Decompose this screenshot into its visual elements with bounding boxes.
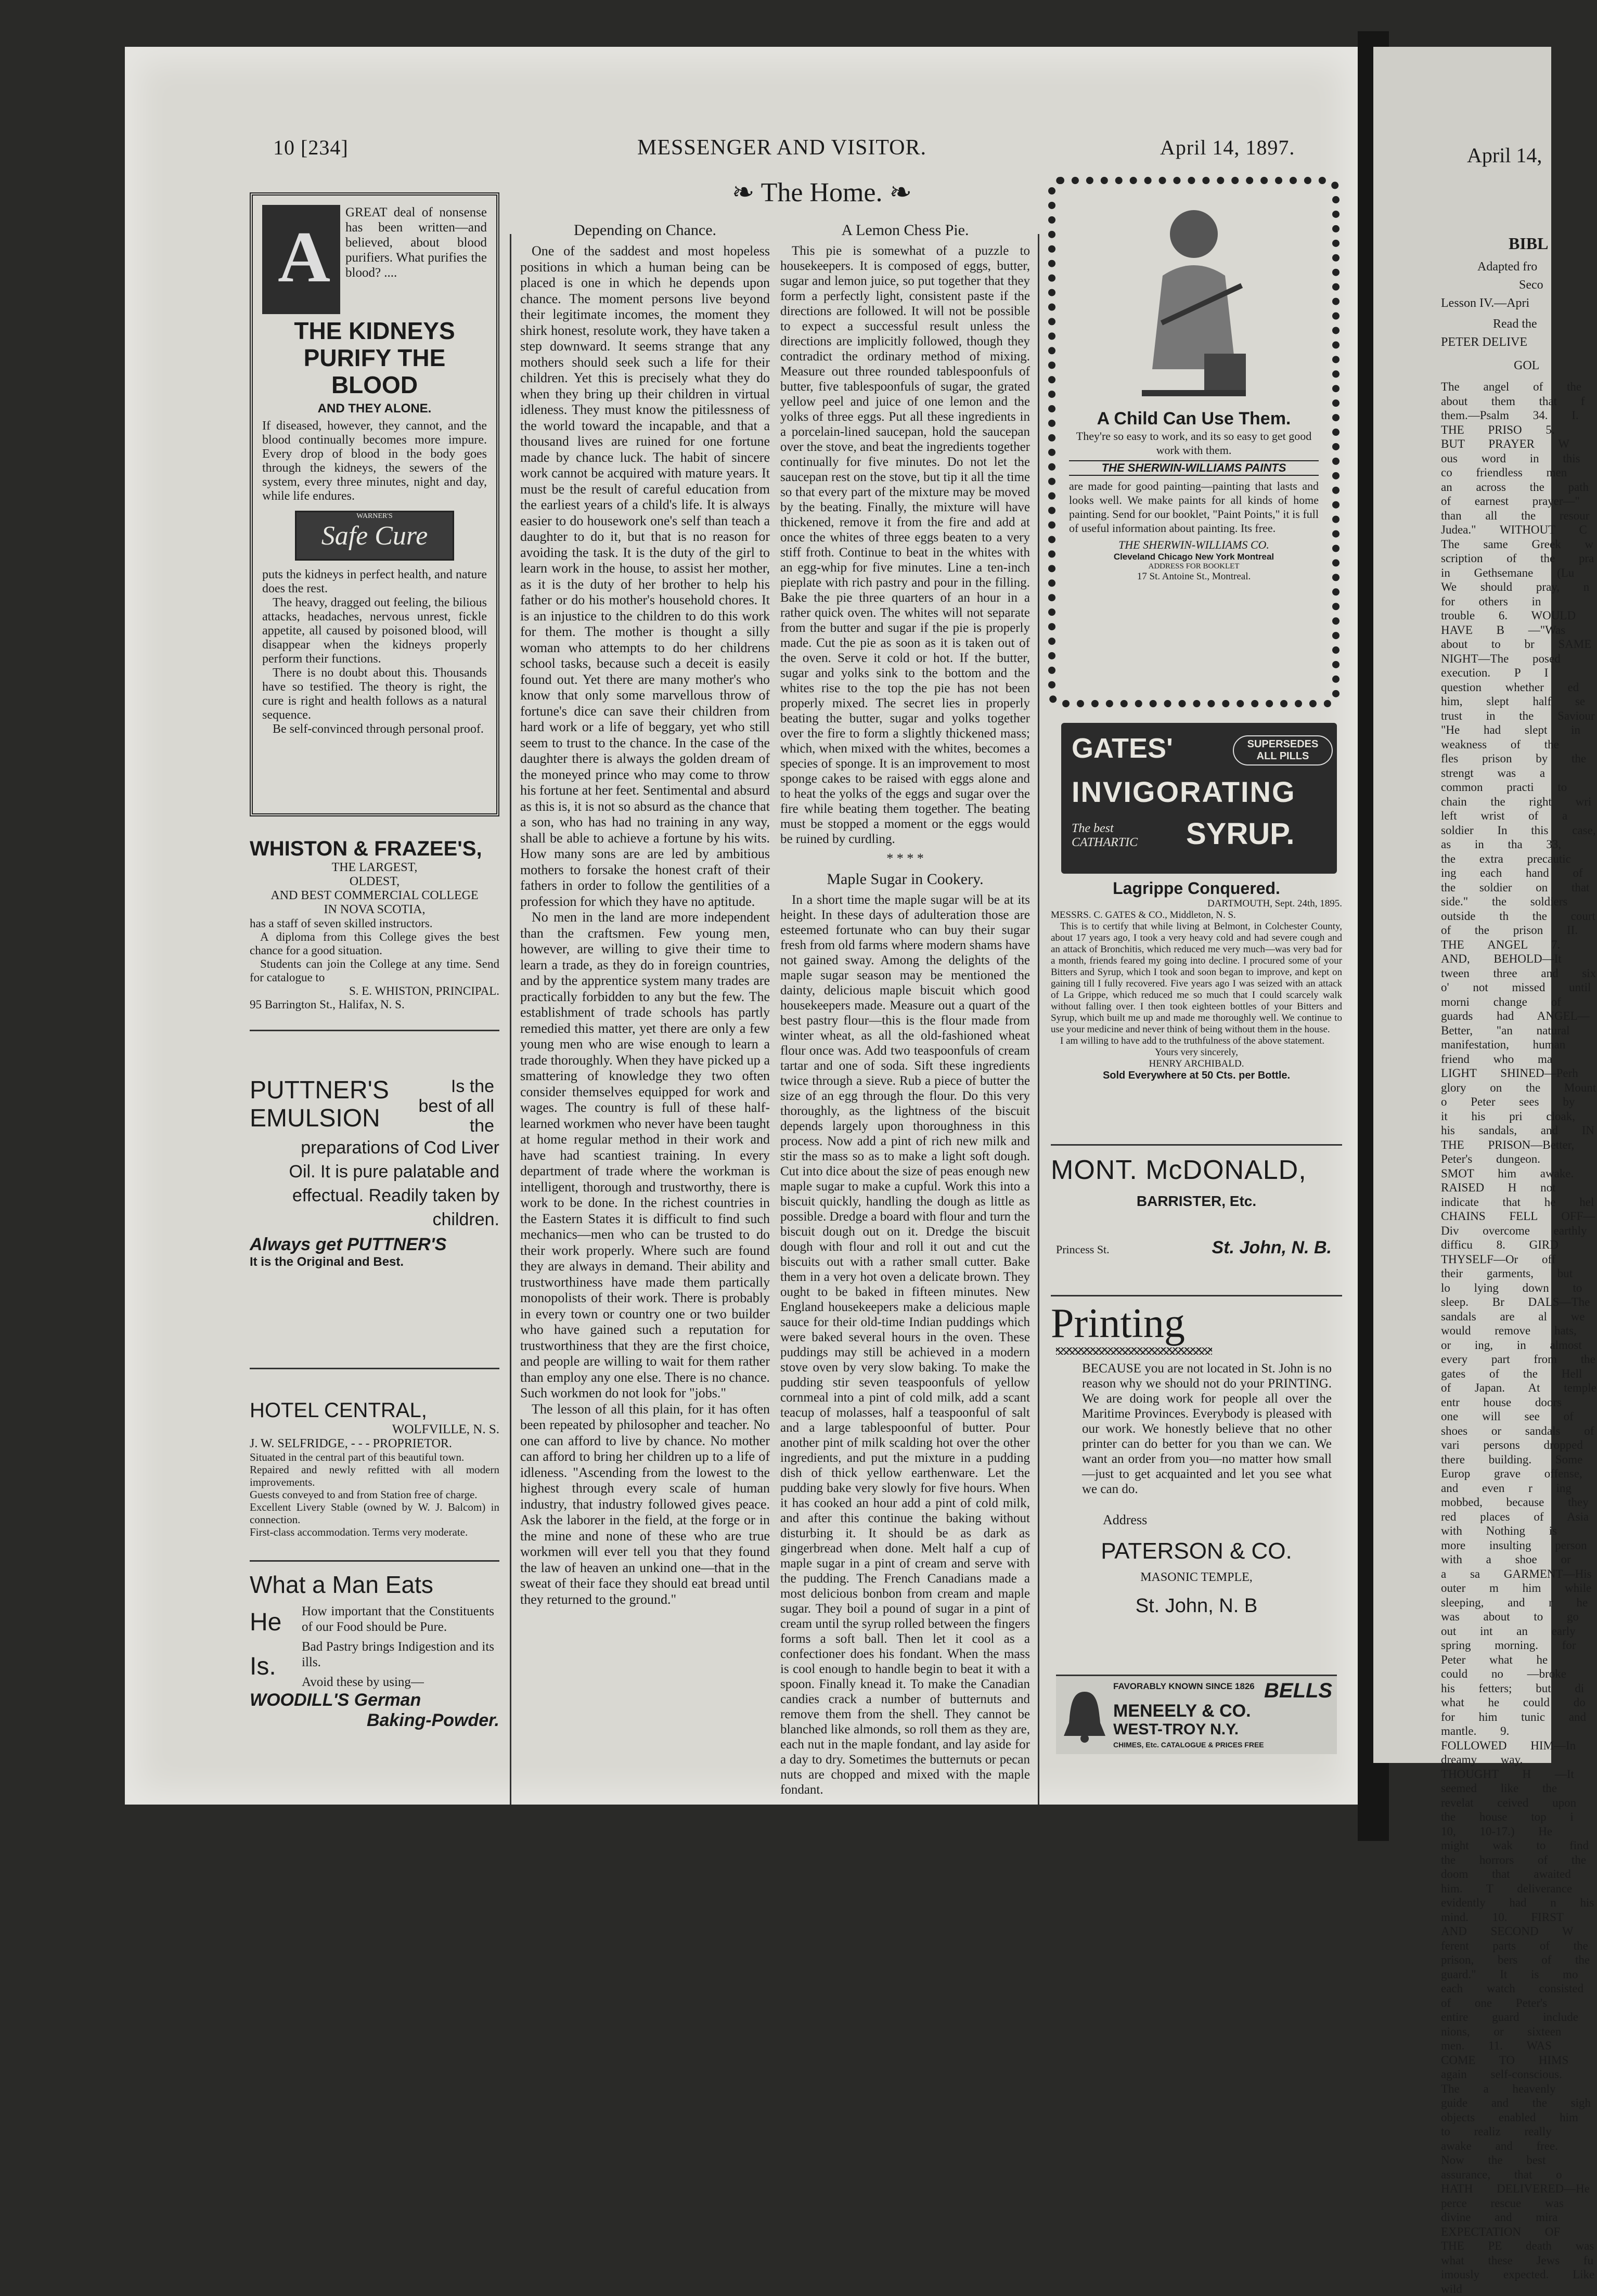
ad-paragraph: Be self-convinced through personal proof. [273, 722, 484, 736]
ad-line: OLDEST, [349, 875, 400, 888]
ornament-divider [1056, 1347, 1212, 1355]
ad-line: Sold Everywhere at 50 Cts. per Bottle. [1102, 1070, 1291, 1081]
adjacent-line: Adapted fro [1477, 260, 1538, 274]
ad-body: BECAUSE you are not located in St. John is no reason why we should not do your PRINTING. We are doing work for people all over the Maritime Provinces. Everybody is pleased with our work. We honestly believe that no other printer can do better for you than we can. We want an order from you—no matter how small—just to get acquainted and let you see what we can do. [1082, 1361, 1332, 1496]
ad-title: EMULSION [250, 1105, 380, 1132]
ad-puttner [250, 1076, 499, 1347]
decorative-initial-a-icon: A [262, 205, 340, 314]
ad-line: MESSRS. C. GATES & CO., Middleton, N. S. [1051, 910, 1236, 920]
ad-line: CHIMES, Etc. CATALOGUE & PRICES FREE [1113, 1741, 1264, 1749]
ad-hotel [250, 1399, 499, 1555]
ad-line: St. John, N. B. [1212, 1238, 1332, 1257]
separator-stars: * * * * [886, 851, 924, 866]
fleuron-icon: ❧ [882, 178, 912, 207]
ad-line: Address [1103, 1512, 1148, 1527]
ad-line: 95 Barrington St., Halifax, N. S. [250, 998, 405, 1011]
article-paragraph: No men in the land are more independent than the craftsmen. Few young men, however, are willing to give their time to learn a trade, as they do in foreign countries, and by the apprentice system many trades are practically forbidden to any but the few. The establishment of trade schools has partly remedied this matter, yet there are only a few young men who are wise enough to learn a trade thoroughly. When they have picked up a smattering of knowledge they two often consider themselves equipped for work and wages. The country is full of these half-learned workmen who never have been taught at home regular method in their work and have had scantiest training. In every department of trade where the workman is intelligent, thorough and trustworthy, there is work to be done. In the richest countries in the Eastern States it is difficult to find such mechanics—men who can be trusted to do their work properly. Where such are found they are always in demand. Their ability and trustworthiness have made them partically monopolists of their work. There is probably in every town or country one or two builder who have gained such a reputation for trustworthiness that they are the first choice, and people are willing to wait for them rather than employ any one else. There is no chance. Such workmen do not look for "jobs." [520, 910, 770, 1400]
ad-title: PUTTNER'S [250, 1076, 389, 1104]
ad-line: WOLFVILLE, N. S. [392, 1422, 499, 1436]
logo-maker: WARNER'S [356, 512, 393, 520]
ad-whiston [250, 837, 499, 1024]
article-depending-on-chance [520, 218, 770, 1805]
ad-company: THE SHERWIN-WILLIAMS CO. [1118, 538, 1269, 551]
ad-brand: WOODILL'S German [250, 1690, 421, 1710]
column-rule [510, 234, 511, 1805]
divider [1051, 1295, 1342, 1296]
adjacent-line: PETER DELIVE [1441, 335, 1527, 349]
ad-line: A diploma from this College gives the best chance for a good situation. [250, 930, 499, 957]
ad-gates-banner [1061, 723, 1337, 874]
ad-brand: BELLS [1264, 1679, 1333, 1702]
ad-body: I am willing to have add to the truthfulness of the above statement. [1060, 1035, 1325, 1046]
ad-line: BARRISTER, Etc. [1136, 1193, 1257, 1209]
ad-line: DARTMOUTH, Sept. 24th, 1895. [1207, 898, 1342, 909]
ad-brand: THE SHERWIN-WILLIAMS PAINTS [1069, 460, 1319, 476]
ad-paragraph: There is no doubt about this. Thousands have so testified. The theory is right, the cure is right and health follows as a natural sequence. [262, 666, 487, 722]
ad-product: SYRUP. [1186, 817, 1295, 851]
ad-line: Is the best of all the [418, 1076, 494, 1136]
ad-line: FAVORABLY KNOWN SINCE 1826 [1113, 1681, 1255, 1691]
ad-title: HOTEL CENTRAL, [250, 1399, 427, 1422]
divider [250, 1368, 499, 1369]
adjacent-heading: BIBL [1509, 234, 1549, 253]
adjacent-line: Seco [1519, 278, 1543, 292]
ad-printing [1051, 1300, 1342, 1649]
divider [250, 1030, 499, 1031]
ad-word: Is. [250, 1653, 276, 1680]
ad-bells [1056, 1675, 1337, 1754]
section-title-text: The Home. [761, 178, 883, 207]
adjacent-line: GOL [1514, 359, 1540, 372]
ad-line: They're so easy to work, and its so easy to get good work with them. [1076, 430, 1312, 457]
ad-word: He [250, 1609, 282, 1636]
article-paragraph: In a short time the maple sugar will be at its height. In these days of adulteration those are esteemed fortunate who can buy their sugar fresh from old farms where modern shams have not gained sway. Among the delights of the maple sugar season may be mentioned the dainty, delicious maple biscuit which good housekeepers made. Measure out a quart of the best pastry flour—this is the flour made from winter wheat, as all the old-fashioned wheat flour once was. Add two teaspoonfuls of cream tartar and one of soda. Sift these ingredients twice through a sieve. Rub a piece of butter the size of an egg through the flour. Do this very thoroughly, as the lightness of the biscuit depends largely upon thoroughness in this process. Now add a pint of rich new milk and stir the mass so as to make a light soft dough. Cut into dice about the size of peas enough new maple sugar to make a cupful. Work this into a biscuit quickly, handling the dough as little as possible. Dredge a board with flour and turn the biscuit dough out on it. Dredge the biscuit dough with flour and roll it out and cut the biscuits out with a rather small cutter. Bake them in a very hot oven a delicate brown. They ought to be baked in fifteen minutes. New England housekeepers make a delicious maple sauce for their old-time Indian puddings which were baked several hours in the oven. These puddings may still be achieved in a modern stove oven by very slow baking. To make the pudding stir seven teaspoonfuls of yellow cornmeal into a pint of cold milk, add a scant teacup of molasses, half a teaspoonful of salt and a large tablespoonful of butter. Pour another pint of milk scalding hot over the other ingredients, and put the mixture in a pudding dish of thick yellow earthenware. Let the pudding bake very slowly for five hours. When it has cooked an hour add a pint of cold milk, and after this continue the baking without disturbing it. It should be as dark as gingerbread when done. Melt half a cup of maple sugar in a pint of cream and serve with the pudding. The French Canadians made a most delicious bonbon from cream and maple sugar. They boil a pound of sugar in a pint of cream until the syrup rolled between the fingers forms a soft ball. Then let it cool as a confectioner does his fondant. When the mass is cool enough to handle begin to beat it with a spoon. Finally knead it. To make the Canadian candies crack a number of butternuts and remove them from the shell. They cannot be blanched like almonds, so roll them as they are, each nut in the maple fondant, and lay aside for a day to dry. Sometimes the butternuts or pecan nuts are chopped and mixed with the maple fondant. [780, 893, 1030, 1797]
ad-brand: Baking-Powder. [366, 1710, 499, 1730]
ad-title: A Child Can Use Them. [1097, 409, 1291, 429]
ad-kidneys [250, 192, 499, 816]
ad-slogan: Always get PUTTNER'S [250, 1235, 447, 1254]
ad-tagline: It is the Original and Best. [250, 1255, 404, 1269]
ad-headline: THE KIDNEYS PURIFY THE BLOOD [294, 317, 455, 398]
article-title: Maple Sugar in Cookery. [827, 871, 984, 888]
ad-line: Bad Pastry brings Indigestion and its ills. [302, 1640, 494, 1669]
column-recipes [780, 218, 1030, 1805]
bell-icon [1061, 1687, 1108, 1744]
ad-line: Situated in the central part of this beautiful town. [250, 1451, 465, 1463]
ad-line: MASONIC TEMPLE, [1140, 1571, 1253, 1584]
ad-title: Printing [1051, 1301, 1185, 1346]
ad-paragraph: puts the kidneys in perfect health, and nature does the rest. [262, 568, 487, 595]
newspaper-page [125, 47, 1358, 1805]
ad-line: St. John, N. B [1135, 1595, 1258, 1617]
divider [250, 1560, 499, 1562]
adjacent-line: Lesson IV.—Apri [1441, 296, 1530, 310]
ad-product: INVIGORATING [1072, 775, 1296, 808]
divider [1051, 1144, 1342, 1146]
ad-line: WEST-TROY N.Y. [1113, 1721, 1239, 1738]
article-paragraph: The lesson of all this plain, for it has often been repeated by philosopher and teacher. No one can afford to live by chance. No mother can afford to bring her children up to a life of idleness. "Ascending from the lowest to the highest through every scale of human industry, that industry followed gives peace. Ask the laborer in the field, at the forge or in the mine and none of these who are true workmen will ever tell you that they found the law of heaven an unkind one—that in the sweat of their face they should eat bread until they returned to the ground." [520, 1401, 770, 1607]
ad-sherwin-williams [1048, 177, 1340, 707]
ad-line: Excellent Livery Stable (owned by W. J. Balcom) in connection. [250, 1501, 499, 1526]
ad-line: How important that the Constituents of our Food should be Pure. [302, 1604, 494, 1634]
ad-company: PATERSON & CO. [1101, 1538, 1292, 1564]
ad-company: MENEELY & CO. [1113, 1701, 1251, 1721]
article-paragraph: This pie is somewhat of a puzzle to housekeepers. It is composed of eggs, butter, sugar and lemon juice, so put together that they form a perfectly light, consistent paste if the directions are followed. It will not be possible to expect a successful result unless the directions are implicitly followed, though they contradict the ordinary method of mixing. Measure out three rounded tablespoonfuls of butter, five tablespoonfuls of sugar, the grated yellow peel and juice of one lemon and the yolks of three eggs. Put all these ingredients in a porcelain-lined saucepan, hold the saucepan over the stove, and beat the ingredients together continually for five minutes. Do not let the saucepan rest on the stove, but tip it all the time so that every part of the mixture may be moved by the beating. Finally, the mixture will have thickened, remove it from the fire and add at once the whites of three eggs beaten to a very stiff froth. Continue to beat in the whites with an egg-whip for five minutes. Line a ten-inch pieplate with rich pastry and pour in the filling. Bake the pie three quarters of an hour in a rather quick oven. The whites will not separate from the butter and sugar if the pie is properly made. Cut the pie as soon as it is taken out of the oven. Serve it cold or hot. If the butter, sugar and yolks sink to the bottom and the whites rise to the top the pie has not been properly mixed. The secret lies in properly beating the butter, sugar and yolks together over the fire to form a slightly thickened mass; which, when mixed with the whites, becomes a species of sponge. It is an improvement to most sponge cakes to be raised with eggs alone and to heat the yolks of the eggs and sugar over the fire while beating them together. The beating must be stopped a moment or the eggs would be ruined by curdling. [780, 244, 1030, 846]
adjacent-page-date: April 14, [1467, 144, 1542, 167]
ad-gates-testimonial [1051, 879, 1342, 1139]
child-painting-illustration-icon [1126, 198, 1261, 406]
ad-line: Students can join the College at any time. Send for catalogue to [250, 957, 499, 984]
ad-line: Princess St. [1056, 1243, 1110, 1256]
ad-title: WHISTON & FRAZEE'S, [250, 837, 482, 860]
ad-line: AND BEST COMMERCIAL COLLEGE [271, 889, 479, 902]
ad-line: J. W. SELFRIDGE, - - - PROPRIETOR. [250, 1437, 452, 1450]
ad-paragraph: The heavy, dragged out feeling, the bilious attacks, headaches, nervous unrest, fickle appetite, all caused by poisoned blood, will disappear when the kidneys properly perform their functions. [262, 596, 487, 666]
ad-line: Avoid these by using— [302, 1675, 424, 1689]
ad-woodill [250, 1571, 499, 1799]
ad-line: First-class accommodation. Terms very moderate. [250, 1526, 468, 1538]
fleuron-icon: ❧ [731, 178, 761, 207]
ad-line: IN NOVA SCOTIA, [324, 903, 426, 916]
logo-name: Safe Cure [321, 521, 428, 551]
masthead: MESSENGER AND VISITOR. [637, 136, 927, 160]
ad-line: has a staff of seven skilled instructors. [250, 917, 433, 930]
section-title [692, 177, 952, 213]
ad-line: Repaired and newly refitted with all modern improvements. [250, 1463, 499, 1488]
safe-cure-logo [295, 511, 454, 561]
ad-line: HENRY ARCHIBALD. [1149, 1058, 1244, 1069]
ad-line: are made for good painting—painting that lasts and looks well. We make paints for all kinds of home painting. Send for our booklet, "Paint Points," it is full of useful information about painting. Its free. [1069, 479, 1319, 535]
adjacent-page [1373, 47, 1596, 2295]
article-paragraph: One of the saddest and most hopeless positions in which a human being can be placed is one in which he depends upon chance. The moment persons live beyond their legitimate incomes, the moment they shirk honest, resolute work, they have taken a step downward. It seems strange that any mothers should seek such a life for their children. Yet this is precisely what they do when they bring up their children in virtual idleness. They must know the pitilessness of the world toward the incapable, and that a thousand lives are ruined for one fortune made by chance luck. The habit of sincere work cannot be acquired with mature years. It must be the result of careful education from the earliest years of a child's life. It is always easier to do housework one's self than teach a daughter to do it, but that is no reason for avoiding the task. It is the duty of the girl to learn work in the house, to assist her mother, as it is the duty of her brother to help his father or do his mother's household chores. It is an injustice to the children to do this work for them. The mother is thought a silly woman who attempts to do her childrens school tasks, because such a deceit is easily found out. Yet there are many mother's who know that only some marvellous throw of fortune's dice can save their children from hard work or a life of beggary, yet who still seem to trust to the chance. In the case of the daughter there is always the golden dream of the moneyed prince who may come to throw his fortune at her feet. Sentimental and absurd as this is, it is not so absurd as the chance that a son, who has had no training in any way, shall be able to achieve a fortune by his wits. How many sons are are led by ambitious mothers to forsake the honest craft of their fathers in order to follow the gentilities of a profession for which they have no aptitude. [520, 243, 770, 909]
ad-line: ADDRESS FOR BOOKLET [1148, 562, 1240, 570]
ad-line: 17 St. Antoine St., Montreal. [1137, 571, 1251, 582]
ad-body: preparations of Cod Liver Oil. It is pure palatable and effectual. Readily taken by children. [289, 1138, 499, 1229]
ad-mcdonald [1051, 1155, 1342, 1285]
issue-date: April 14, 1897. [1160, 136, 1295, 159]
article-title: Depending on Chance. [573, 222, 717, 239]
ad-title: Lagrippe Conquered. [1113, 879, 1280, 898]
ad-paragraph: If diseased, however, they cannot, and the blood continually becomes more impure. Every drop of blood in the body goes through the kidneys, the sewers of the system, every three minutes, night and day, while life endures. [262, 419, 487, 503]
ad-line: Guests conveyed to and from Station free of charge. [250, 1488, 478, 1501]
ad-title: MONT. McDONALD, [1051, 1155, 1307, 1185]
ad-title: What a Man Eats [250, 1571, 433, 1598]
article-title: A Lemon Chess Pie. [841, 222, 969, 239]
ad-subhead: AND THEY ALONE. [317, 401, 432, 416]
ad-line: The best CATHARTIC [1072, 822, 1138, 849]
ad-badge: SUPERSEDES ALL PILLS [1233, 735, 1333, 766]
ad-brand: GATES' [1072, 733, 1173, 764]
ad-line: S. E. WHISTON, PRINCIPAL. [349, 984, 499, 997]
ad-line: Cleveland Chicago New York Montreal [1113, 552, 1274, 562]
page-number: 10 [234] [273, 136, 349, 159]
ad-intro: GREAT deal of nonsense has been written—and believed, about blood purifiers. What purifies the blood? .... [345, 205, 487, 280]
ad-line: Yours very sincerely, [1155, 1047, 1238, 1058]
ad-line: THE LARGEST, [331, 861, 418, 874]
adjacent-body: The angel of the about them that f them.—Psalm 34. I. THE PRISO 5. BUT PRAYER W ous word in this co friendless men an across the path of earnest prayer—" than all the resour Judea." WITHOUT C The same Greek w scription of the pra in Gethsemane (Lu We should pray, n for others in trouble 6. WOULD HAVE B —"Was about to br SAME NIGHT—The posed execution. P I question whether ed him, slept half se trust in the Saviour "He had slept in weakness of the fles prison by the strengt was a common practi to chain the right wri left wrist of a soldier In this case, as in tha 33, the extra precautic ing each hand of the soldier on that side." the soldiers outside th the court of the prison II. THE ANGEL 7. AND, BEHOLD—It tween three and six o' not missed until morni change of guards had ANGEL—Better, "an natural manifestation, human friend who ma LIGHT SHINED—Perh glory on the Mount o Peter sees by it his pri cloak, his sandals, and IN THE PRISON—Better, Peter's dungeon. SMOT him awake. RAISED H not indicate that he hel CHAINS FELL OFF—Div overcome earthly difficu 8. GIRD THYSELF—Or off their garments, but lo lying down to sleep. Br DALS—The sandals are al we would remove hats, or ing, in almost every part from the gates of the Hell of Japan. At temple entr house doors one will see of shoes or sandals of vari persons dropped there building. Some Europ grave offense, and even r ing mobbed, because they red places of Asia with Nothing is more insulting person with a shoe or a sa GARMENT—His outer m him while sleeping, and r he was about to go out int an early spring morning. for Peter what he could no —broke his fetters; but di what he could do for him tunic and mantle. 9. FOLLOWED HIM—In dreamy way. THOUGHT H —It seemed like the revelat ceived upon the house top i 10, 10-17.) He might wak to find the horrors of the doom that awaited him. T deliverance evidently had n his mind. 10. FIRST AND SECOND W ferent parts of the prison, bers of the guard." It is mo each watch consisted of one Peter's entire guard include nions, or sixteen men. 11. WAS COME TO HIMS again self-conscious. The a heavenly guide and the sigh objects enabled him to realiz really awake and free. Now the best assurance, that o HATH DELIVERED—He perce rescue was divine and mira EXPECTATION OF THE PE death was what these Jews fu imously expected. Like wild [1441, 380, 1596, 2295]
adjacent-line: Read the [1493, 317, 1537, 331]
ad-body: This is to certify that while living at Belmont, in Colchester County, about 17 years ago, I took a very heavy cold and had severe cough and an attack of Bronchitis, which reduced me very much—was very bad for a month, friends feared my going into decline. I procured some of your Bitters and Syrup, which I took and soon began to improve, and kept on gaining till I fully recovered. Five years ago I was seized with an attack of La Grippe, which reduced me so much that I could scarcely walk without falling over. I then took eighteen bottles of your Bitters and Syrup, which built me up and made me thoroughly well. We continue to use your medicine and never think of being without them in the house. [1051, 921, 1342, 1035]
column-rule [1038, 234, 1039, 1805]
